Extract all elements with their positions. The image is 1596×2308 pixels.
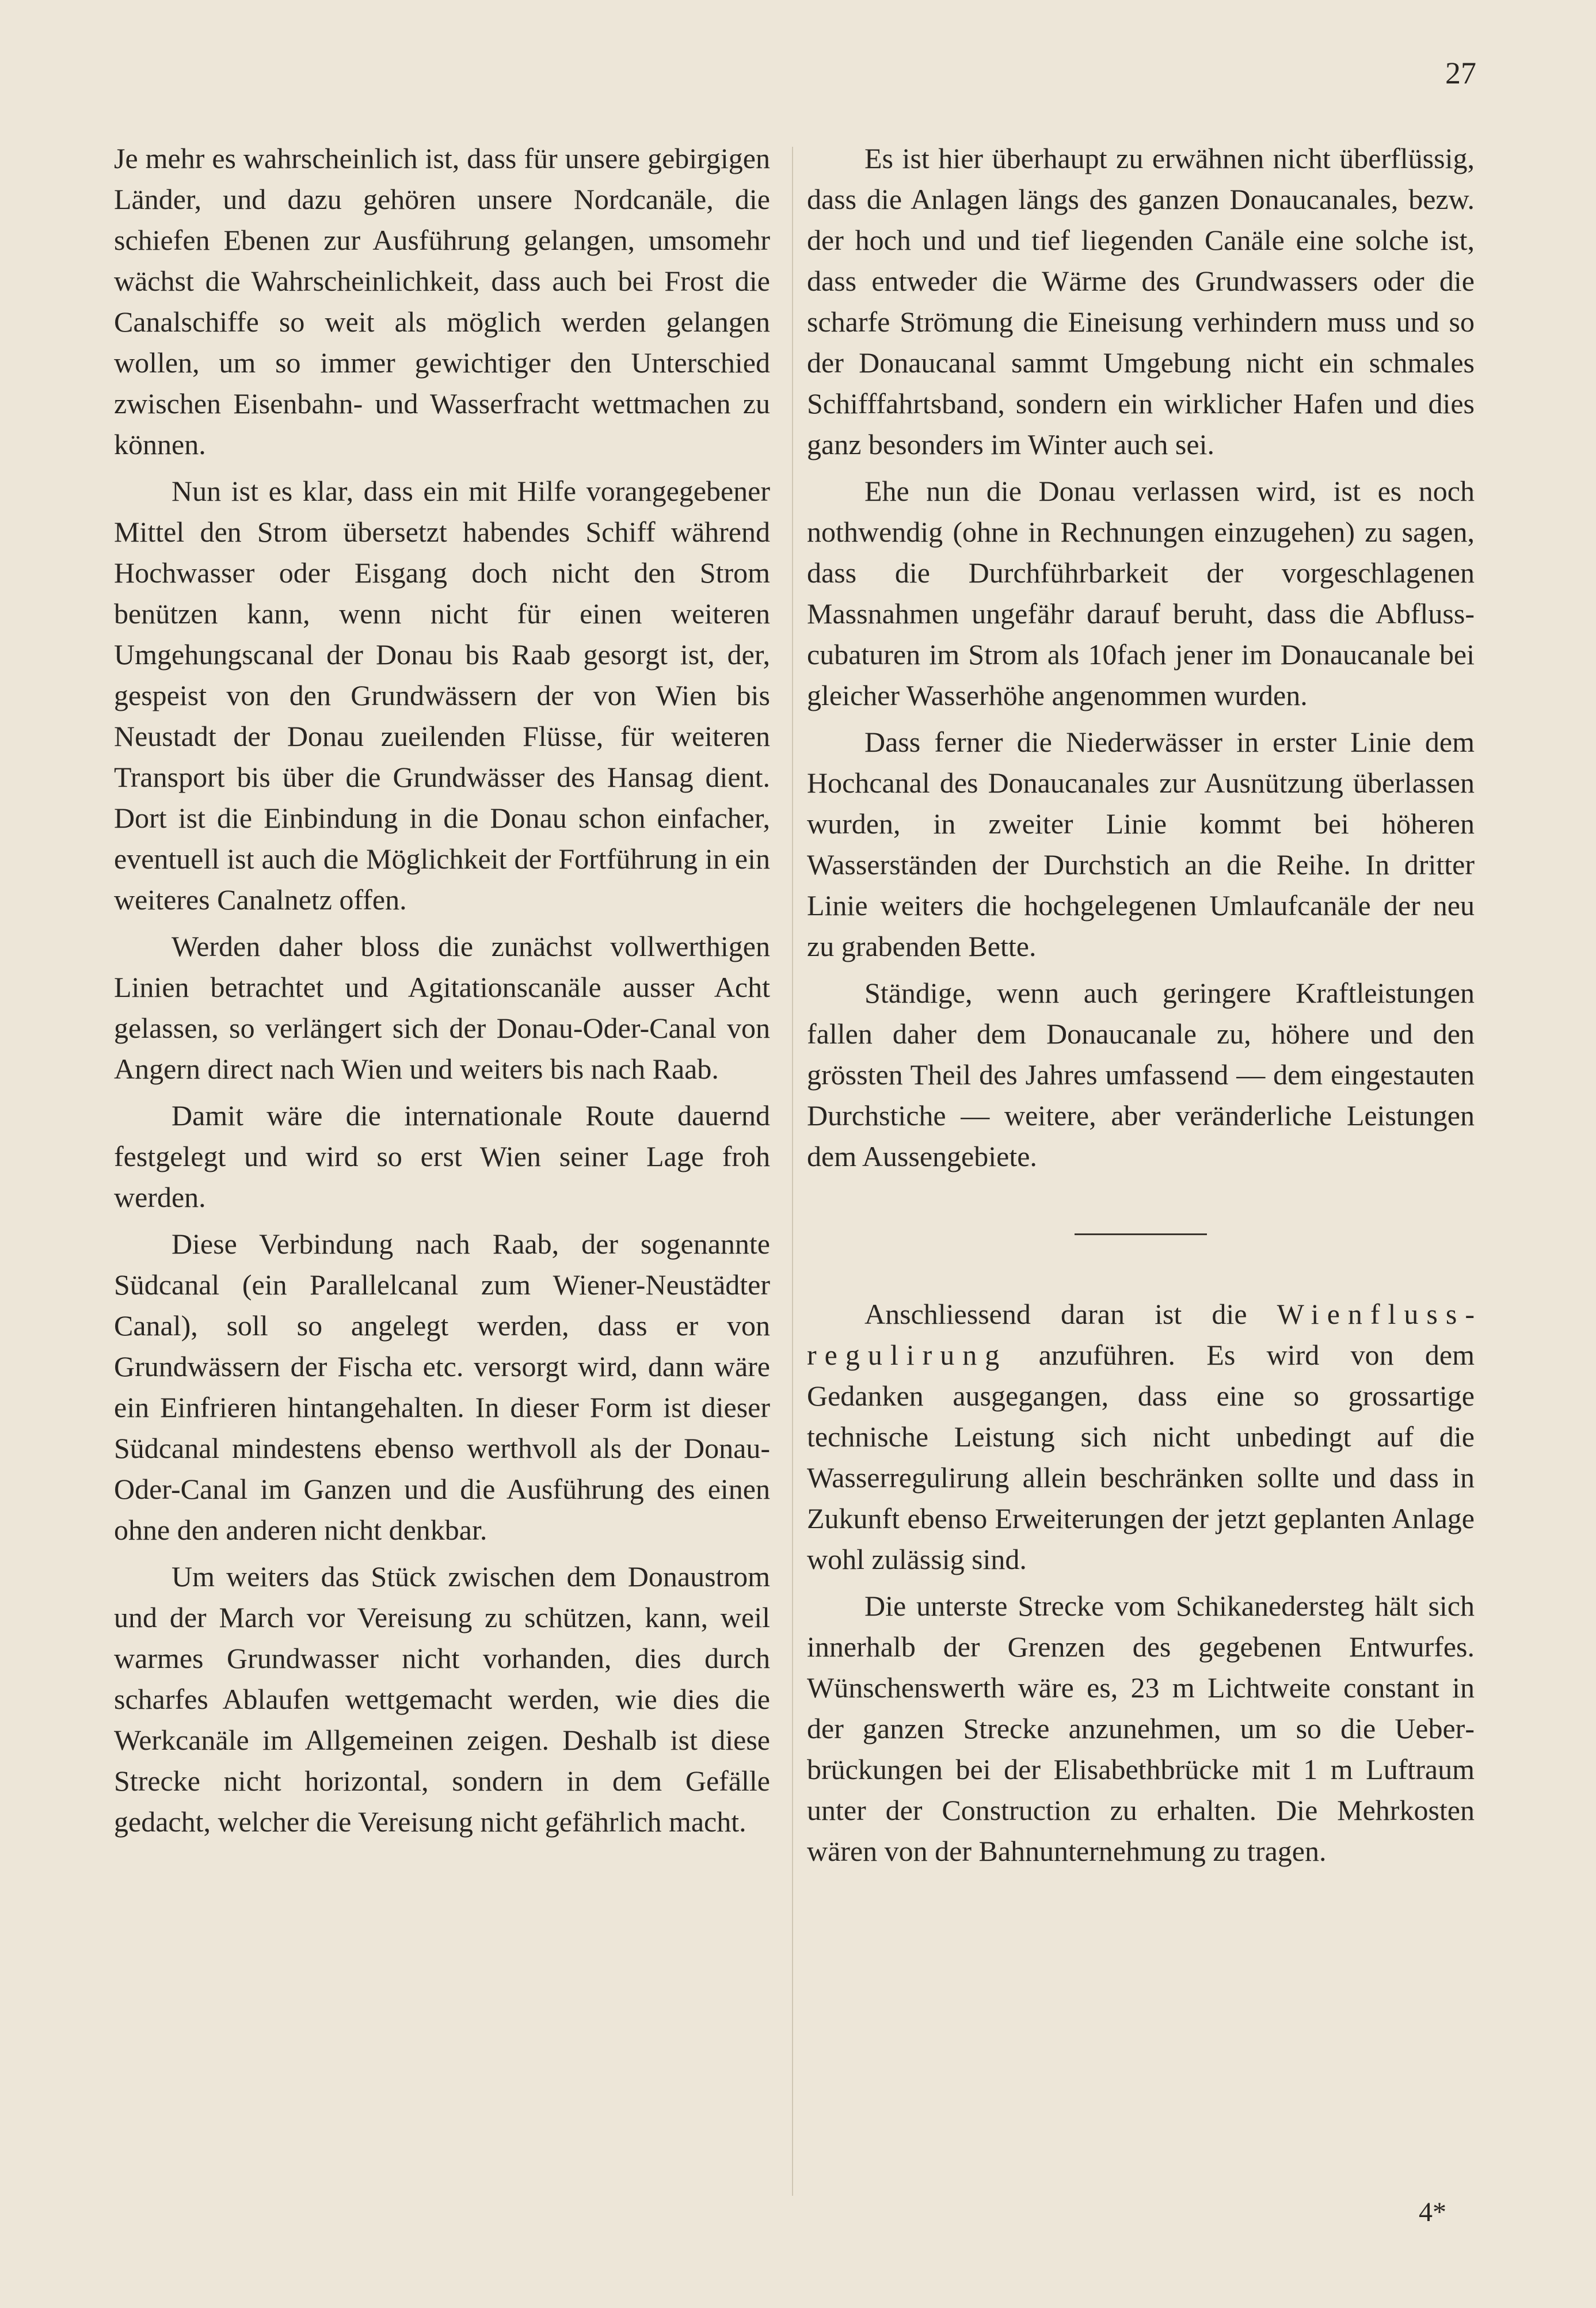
- left-paragraph-2: Nun ist es klar, dass ein mit Hilfe vorangegebener Mittel den Strom übersetzt habendes Schiff während Hochwasser oder Eisgang doch nicht den Strom benützen kann, wenn nicht für einen weiteren Umgehungscanal der Donau bis Raab gesorgt ist, der, gespeist von den Grundwässern der von Wien bis Neustadt der Donau zueilenden Flüsse, für weiteren Transport bis über die Grundwässer des Hansag dient. Dort ist die Einbindung in die Donau schon einfacher, eventuell ist auch die Möglichkeit der Fortführung in ein weiteres Canalnetz offen.: [114, 475, 770, 916]
- left-paragraph-5: Diese Verbindung nach Raab, der sogenannte Südcanal (ein Parallelcanal zum Wiener-Neustädter Canal), soll so angelegt werden, dass er von Grundwässern der Fischa etc. versorgt wird, dann wäre ein Einfrieren hintangehalten. In dieser Form ist dieser Südcanal mindestens ebenso werthvoll als der Donau-Oder-Canal im Ganzen und die Ausführung des einen ohne den anderen nicht denkbar.: [114, 1228, 770, 1546]
- left-paragraph-3: Werden daher bloss die zunächst vollwerthigen Linien betrachtet und Agitationscanäle ausser Acht gelassen, so verlängert sich der Donau-Oder-Canal von Angern direct nach Wien und weiters bis nach Raab.: [114, 930, 770, 1085]
- left-paragraph-4: Damit wäre die internationale Route dauernd festgelegt und wird so erst Wien seiner Lage froh werden.: [114, 1099, 770, 1213]
- right-paragraph-3: Dass ferner die Niederwässer in erster Linie dem Hochcanal des Donaucanales zur Ausnützung überlassen wurden, in zweiter Linie kommt bei höheren Wasserständen der Durchstich an die Reihe. In dritter Linie weiters die hochgelegenen Umlaufcanäle der neu zu grabenden Bette.: [807, 726, 1475, 962]
- right-paragraph-6: Die unterste Strecke vom Schikanedersteg hält sich innerhalb der Grenzen des gegebenen Entwurfes. Wünschenswerth wäre es, 23 m Lichtweite constant in der ganzen Strecke anzunehmen, um so die Ueberbrückungen bei der Elisabethbrücke mit 1 m Luftraum unter der Construction zu erhalten. Die Mehrkosten wären von der Bahnunternehmung zu tragen.: [807, 1590, 1475, 1867]
- page-number: 27: [1445, 56, 1476, 90]
- left-paragraph-6: Um weiters das Stück zwischen dem Donaustrom und der March vor Vereisung zu schützen, kann, weil warmes Grundwasser nicht vorhanden, dies durch scharfes Ablaufen wettgemacht werden, wie dies die Werkcanäle im Allgemeinen zeigen. Deshalb ist diese Strecke nicht horizontal, sondern in dem Gefälle gedacht, welcher die Vereisung nicht gefährlich macht.: [114, 1560, 770, 1838]
- column-divider: [792, 147, 793, 2196]
- right-paragraph-2: Ehe nun die Donau verlassen wird, ist es noch nothwendig (ohne in Rechnungen einzugehen) zu sagen, dass die Durchführbarkeit der vorgeschlagenen Massnahmen ungefähr darauf beruht, dass die Abflusscubaturen im Strom als 10fach jener im Donaucanale bei gleicher Wasserhöhe angenommen wurden.: [807, 475, 1475, 711]
- left-column: [114, 138, 770, 1848]
- section-separator: [1075, 1233, 1207, 1235]
- intro-continuation: anzuführen. Es wird von dem Gedanken ausgegangen, dass eine so grossartige technische Leistung sich nicht unbedingt auf die Wasserregulirung allein beschränken sollte und dass in Zukunft ebenso Erweiterungen der jetzt geplanten Anlage wohl zulässig sind.: [807, 1339, 1475, 1575]
- emphasized-term: Wienflussregulirung: [807, 1298, 1475, 1371]
- right-column: [807, 138, 1475, 1877]
- intro-text: Anschliessend daran ist die: [864, 1298, 1277, 1330]
- right-paragraph-1: Es ist hier überhaupt zu erwähnen nicht überflüssig, dass die Anlagen längs des ganzen Donaucanales, bezw. der hoch und und tief liegenden Canäle eine solche ist, dass entweder die Wärme des Grundwassers oder die scharfe Strömung die Eineisung verhindern muss und so der Donaucanal sammt Umgebung nicht ein schmales Schifffahrtsband, sondern ein wirklicher Hafen und dies ganz besonders im Winter auch sei.: [807, 142, 1475, 460]
- left-paragraph-1: Je mehr es wahrscheinlich ist, dass für unsere gebirgigen Länder, und dazu gehören unsere Nordcanäle, die schiefen Ebenen zur Ausführung gelangen, umsomehr wächst die Wahrscheinlichkeit, dass auch bei Frost die Canalschiffe so weit als möglich werden gelangen wollen, um so immer gewichtiger den Unterschied zwischen Eisenbahn- und Wasserfracht wettmachen zu können.: [114, 142, 770, 460]
- signature-mark: 4*: [1419, 2197, 1446, 2227]
- right-paragraph-5: [807, 1294, 1475, 1580]
- right-paragraph-4: Ständige, wenn auch geringere Kraftleistungen fallen daher dem Donaucanale zu, höhere und den grössten Theil des Jahres umfassend — dem eingestauten Durchstiche — weitere, aber veränderliche Leistungen dem Aussengebiete.: [807, 977, 1475, 1172]
